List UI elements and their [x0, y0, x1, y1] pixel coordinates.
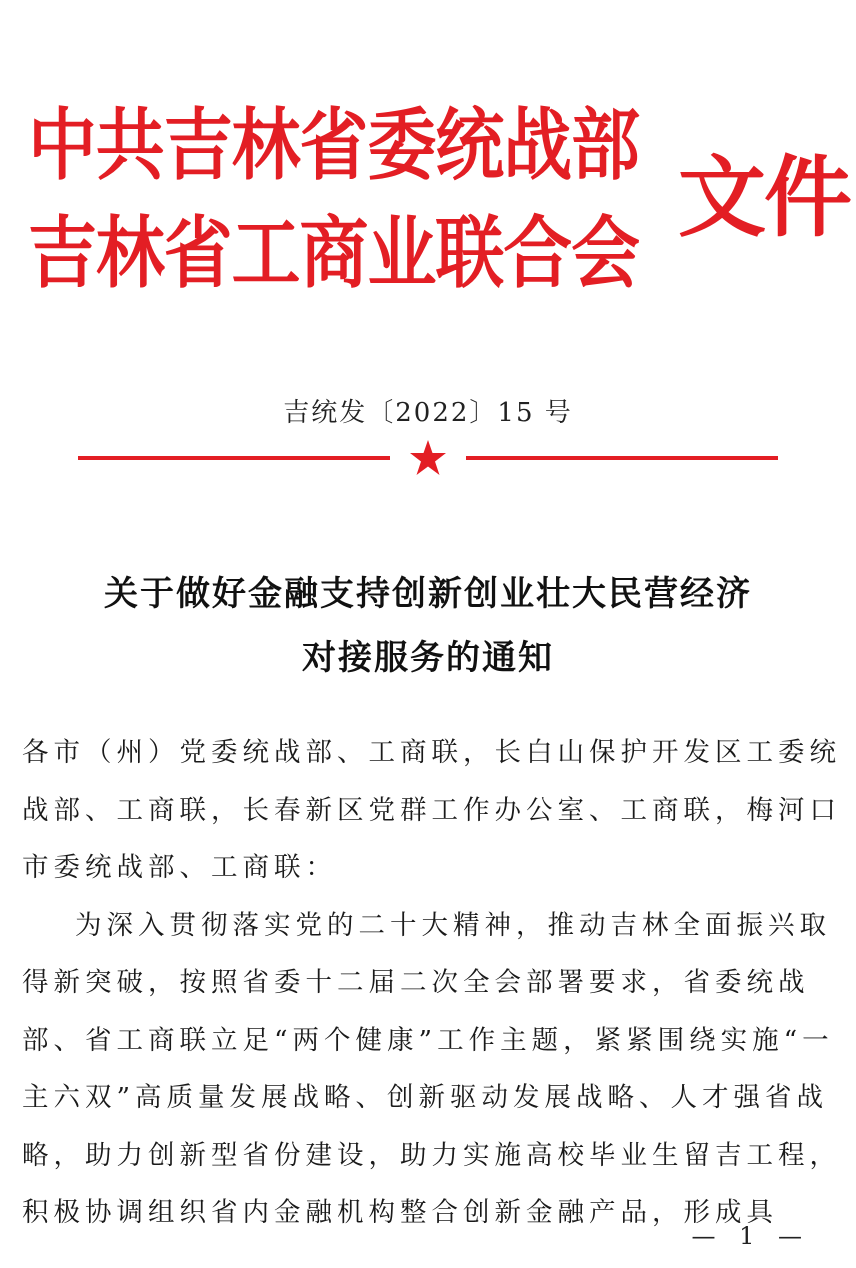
salutation: 各市（州）党委统战部、工商联，长白山保护开发区工委统战部、工商联，长春新区党群工作办公室、工商联，梅河口市委统战部、工商联：	[22, 737, 841, 883]
document-title-line-1: 关于做好金融支持创新创业壮大民营经济	[104, 574, 752, 614]
document-body	[22, 724, 842, 1242]
star-icon	[408, 438, 448, 478]
divider-line-right	[466, 456, 778, 460]
divider-line-left	[78, 456, 390, 460]
issuing-org-2: 吉林省工商业联合会	[28, 208, 640, 300]
body-paragraph: 为深入贯彻落实党的二十大精神，推动吉林全面振兴取得新突破，按照省委十二届二次全会部署要求，省委统战部、省工商联立足“两个健康”工作主题，紧紧围绕实施“一主六双”高质量发展战略、创新驱动发展战略、人才强省战略，助力创新型省份建设，助力实施高校毕业生留吉工程，积极协调组织省内金融机构整合创新金融产品，形成具	[22, 909, 841, 1228]
document-title-line-2: 对接服务的通知	[302, 638, 554, 678]
document-type-label: 文件	[678, 146, 851, 249]
document-number: 吉统发〔2022〕15 号	[283, 398, 573, 428]
red-divider	[78, 438, 778, 478]
document-header	[0, 0, 856, 320]
issuing-org-1: 中共吉林省委统战部	[28, 100, 640, 192]
page-number: — 1 —	[691, 1222, 810, 1250]
